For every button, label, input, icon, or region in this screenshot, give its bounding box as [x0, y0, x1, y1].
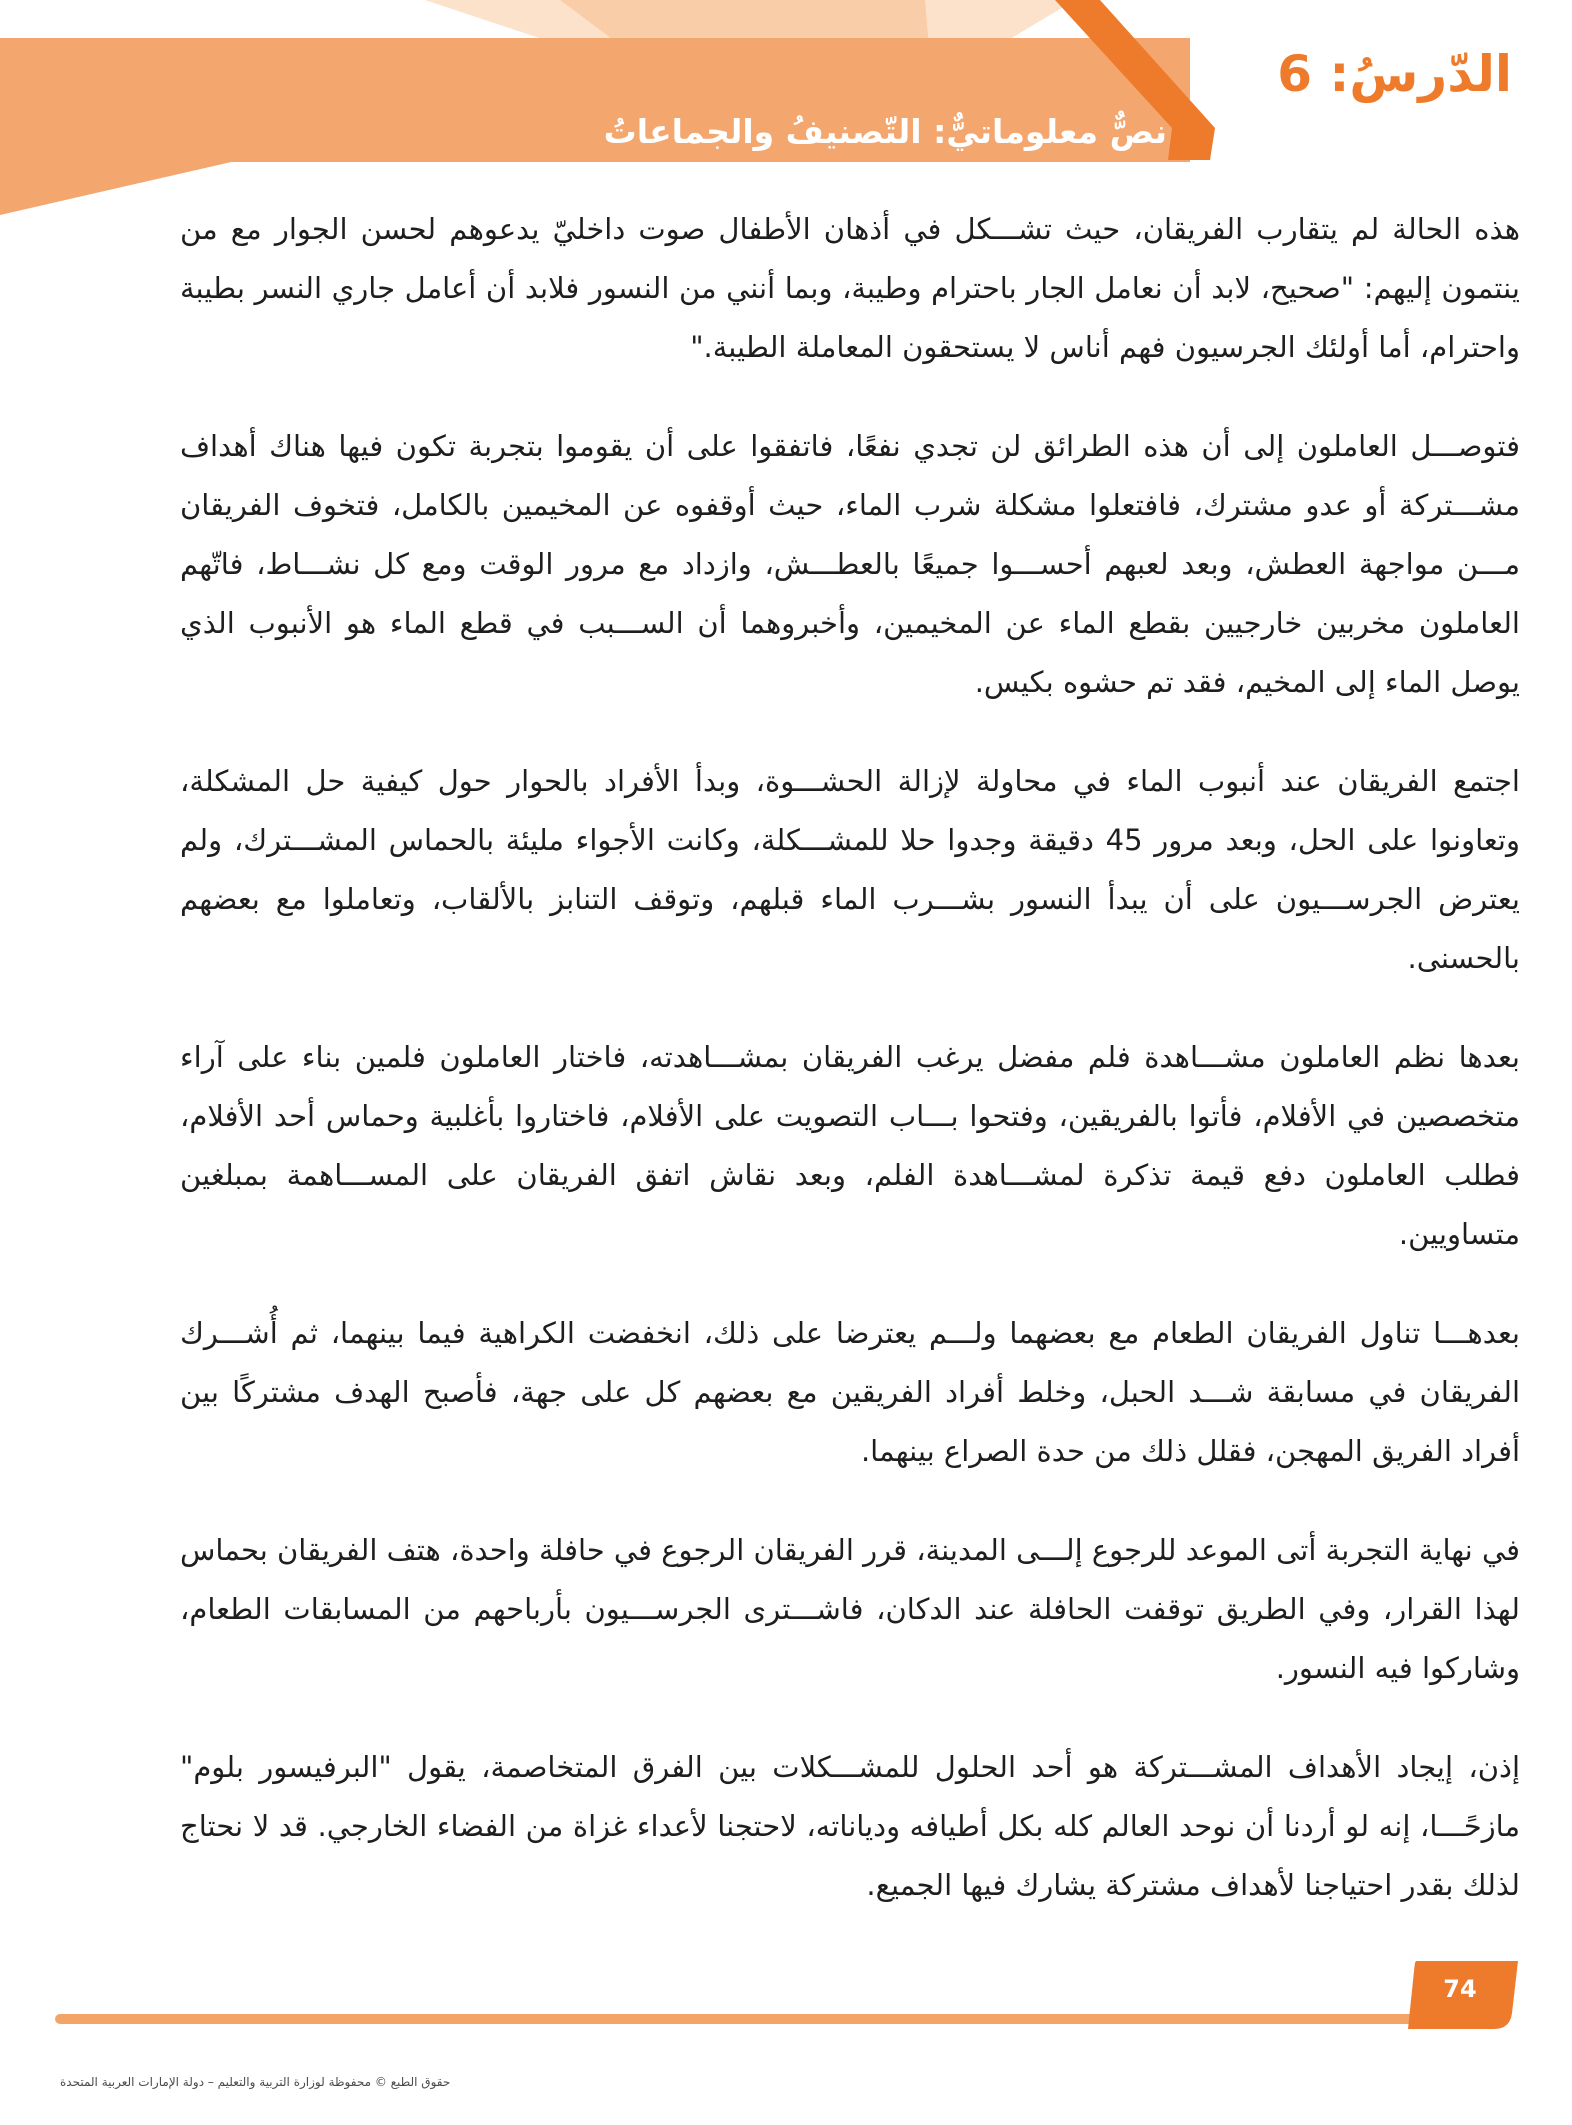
paragraph-3: اجتمع الفريقان عند أنبوب الماء في محاولة لإزالة الحشـــوة، وبدأ الأفراد بالحوار حول كيفية حل المشكلة، وتعاونوا على الحل، وبعد مرور 45 دقيقة وجدوا حلا للمشـــكلة، وكانت الأجواء مليئة بالحماس المشـــترك، ولم يعترض الجرســـيون على أن يبدأ النسور بشـــرب الماء قبلهم، وتوقف التنابز بالألقاب، وتعاملوا مع بعضهم بالحسنى.	[180, 764, 1521, 975]
article-body	[180, 200, 1520, 1955]
page-number: 74	[1443, 1975, 1477, 2003]
lesson-subtitle: نصٌّ معلوماتيٌّ: التّصنيفُ والجماعاتُ	[603, 112, 1167, 151]
paragraph-7: إذن، إيجاد الأهداف المشـــتركة هو أحد الحلول للمشـــكلات بين الفرق المتخاصمة، يقول "البرفيسور بلوم" مازحًـــا، إنه لو أردنا أن نوحد العالم كله بكل أطيافه ودياناته، لاحتجنا لأعداء غزاة من الفضاء الخارجي. قد لا نحتاج لذلك بقدر احتياجنا لأهداف مشتركة يشارك فيها الجميع.	[180, 1750, 1520, 1902]
header-banner	[0, 0, 1572, 220]
paragraph-4: بعدها نظم العاملون مشـــاهدة فلم مفضل يرغب الفريقان بمشـــاهدته، فاختار العاملون فلمين بناء على آراء متخصصين في الأفلام، فأتوا بالفريقين، وفتحوا بـــاب التصويت على الأفلام، فاختاروا بأغلبية وحماس أحد الأفلام، فطلب العاملون دفع قيمة تذكرة لمشـــاهدة الفلم، وبعد نقاش اتفق الفريقان على المســـاهمة بمبلغين متساويين.	[180, 1040, 1520, 1251]
paragraph-2: فتوصـــل العاملون إلى أن هذه الطرائق لن تجدي نفعًا، فاتفقوا على أن يقوموا بتجربة تكون فيها هناك أهداف مشـــتركة أو عدو مشترك، فافتعلوا مشكلة شرب الماء، حيث أوقفوه عن المخيمين بالكامل، فتخوف الفريقان مـــن مواجهة العطش، وبعد لعبهم أحســـوا جميعًا بالعطـــش، وازداد مع مرور الوقت ومع كل نشـــاط، فاتّهم العاملون مخربين خارجيين بقطع الماء عن المخيمين، وأخبروهما أن الســـبب في قطع الماء هو الأنبوب الذي يوصل الماء إلى المخيم، فقد تم حشوه بكيس.	[180, 429, 1520, 699]
paragraph-1: هذه الحالة لم يتقارب الفريقان، حيث تشـــكل في أذهان الأطفال صوت داخليّ يدعوهم لحسن الجوار مع من ينتمون إليهم: "صحيح، لابد أن نعامل الجار باحترام وطيبة، وبما أنني من النسور فلابد أن أعامل جاري النسر بطيبة واحترام، أما أولئك الجرسيون فهم أناس لا يستحقون المعاملة الطيبة."	[180, 212, 1520, 364]
banner-vertical-accent	[1168, 128, 1215, 160]
copyright-notice: حقوق الطبع © محفوظة لوزارة التربية والتعليم – دولة الإمارات العربية المتحدة	[60, 2075, 451, 2089]
paragraph-6: في نهاية التجربة أتى الموعد للرجوع إلـــى المدينة، قرر الفريقان الرجوع في حافلة واحدة، هتف الفريقان بحماس لهذا القرار، وفي الطريق توقفت الحافلة عند الدكان، فاشـــترى الجرســـيون بأرباحهم من المسابقات الطعام، وشاركوا فيه النسور.	[180, 1533, 1520, 1685]
paragraph-5: بعدهـــا تناول الفريقان الطعام مع بعضهما ولـــم يعترضا على ذلك، انخفضت الكراهية فيما بينهما، ثم أُشـــرك الفريقان في مسابقة شـــد الحبل، وخلط أفراد الفريقين مع بعضهم كل على جهة، فأصبح الهدف مشتركًا بين أفراد الفريق المهجن، فقلل ذلك من حدة الصراع بينهما.	[180, 1316, 1520, 1468]
footer-divider	[55, 2010, 1420, 2028]
lesson-title: الدّرسُ: 6	[1277, 45, 1512, 103]
